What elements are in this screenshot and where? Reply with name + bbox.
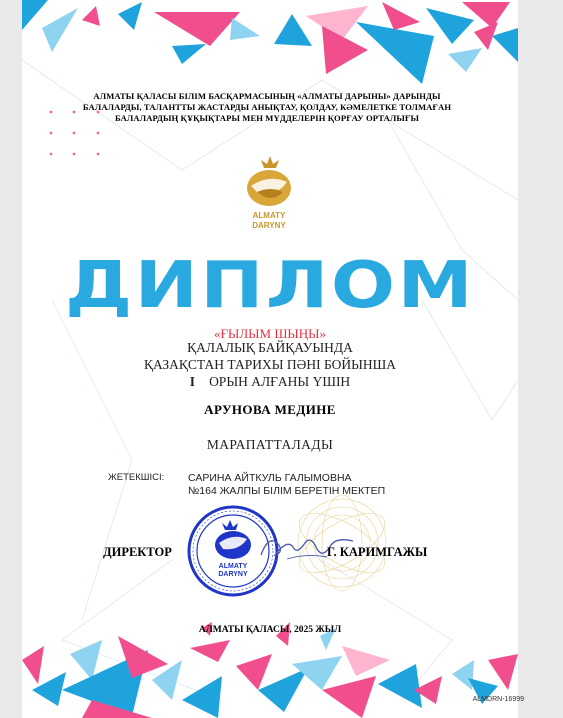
city-year: АЛМАТЫ ҚАЛАСЫ, 2025 ЖЫЛ (198, 625, 342, 635)
award-place: І (189, 374, 196, 389)
award-line-3-text: ОРЫН АЛҒАНЫ ҮШІН (209, 374, 351, 389)
contest-name: «ҒЫЛЫМ ШЫҢЫ» (214, 326, 326, 341)
award-line-2: ҚАЗАҚСТАН ТАРИХЫ ПӘНІ БОЙЫНША (143, 357, 397, 372)
award-line-3 (22, 374, 518, 390)
diploma-sheet (22, 0, 524, 718)
award-line-1: ҚАЛАЛЫҚ БАЙҚАУЫНДА (187, 340, 353, 355)
diploma-title: ДИПЛОМ (65, 249, 475, 323)
recipient-name: АРУНОВА МЕДИНЕ (204, 402, 336, 417)
logo-text-line-1: ALMATY (252, 211, 286, 220)
supervisor-school: №164 ЖАЛПЫ БІЛІМ БЕРЕТІН МЕКТЕП (188, 485, 386, 497)
organization-name: АЛМАТЫ ҚАЛАСЫ БІЛІМ БАСҚАРМАСЫНЫҢ «АЛМАТЫ ДАРЫНЫ» ДАРЫНДЫ БАЛАЛАРДЫ, ТАЛАНТТЫ ЖАСТАРДЫ АНЫҚТАУ, ҚОЛДАУ, КӘМЕЛЕТКЕ ТОЛМАҒАН БАЛАЛАРДЫҢ ҚҰҚЫҚТАРЫ МЕН МҮДДЕЛЕРІН ҚОРҒАУ ОРТАЛЫҒЫ (82, 91, 452, 123)
logo-text-line-2: DARYNY (252, 221, 286, 230)
director-name: Г. КАРИМГАЖЫ (327, 545, 428, 559)
supervisor-name: САРИНА АЙТКУЛЬ ГАЛЫМОВНА (188, 472, 352, 484)
almaty-daryny-logo (237, 152, 301, 238)
stamp-text-line-1: ALMATY (218, 563, 248, 570)
document-code: ALMDRN-16999 (472, 696, 524, 703)
awarded-text: МАРАПАТТАЛАДЫ (206, 437, 334, 452)
supervisor-label: ЖЕТЕКШІСІ: (108, 472, 165, 483)
director-label: ДИРЕКТОР (103, 545, 172, 559)
stamp-text-line-2: DARYNY (218, 571, 248, 578)
